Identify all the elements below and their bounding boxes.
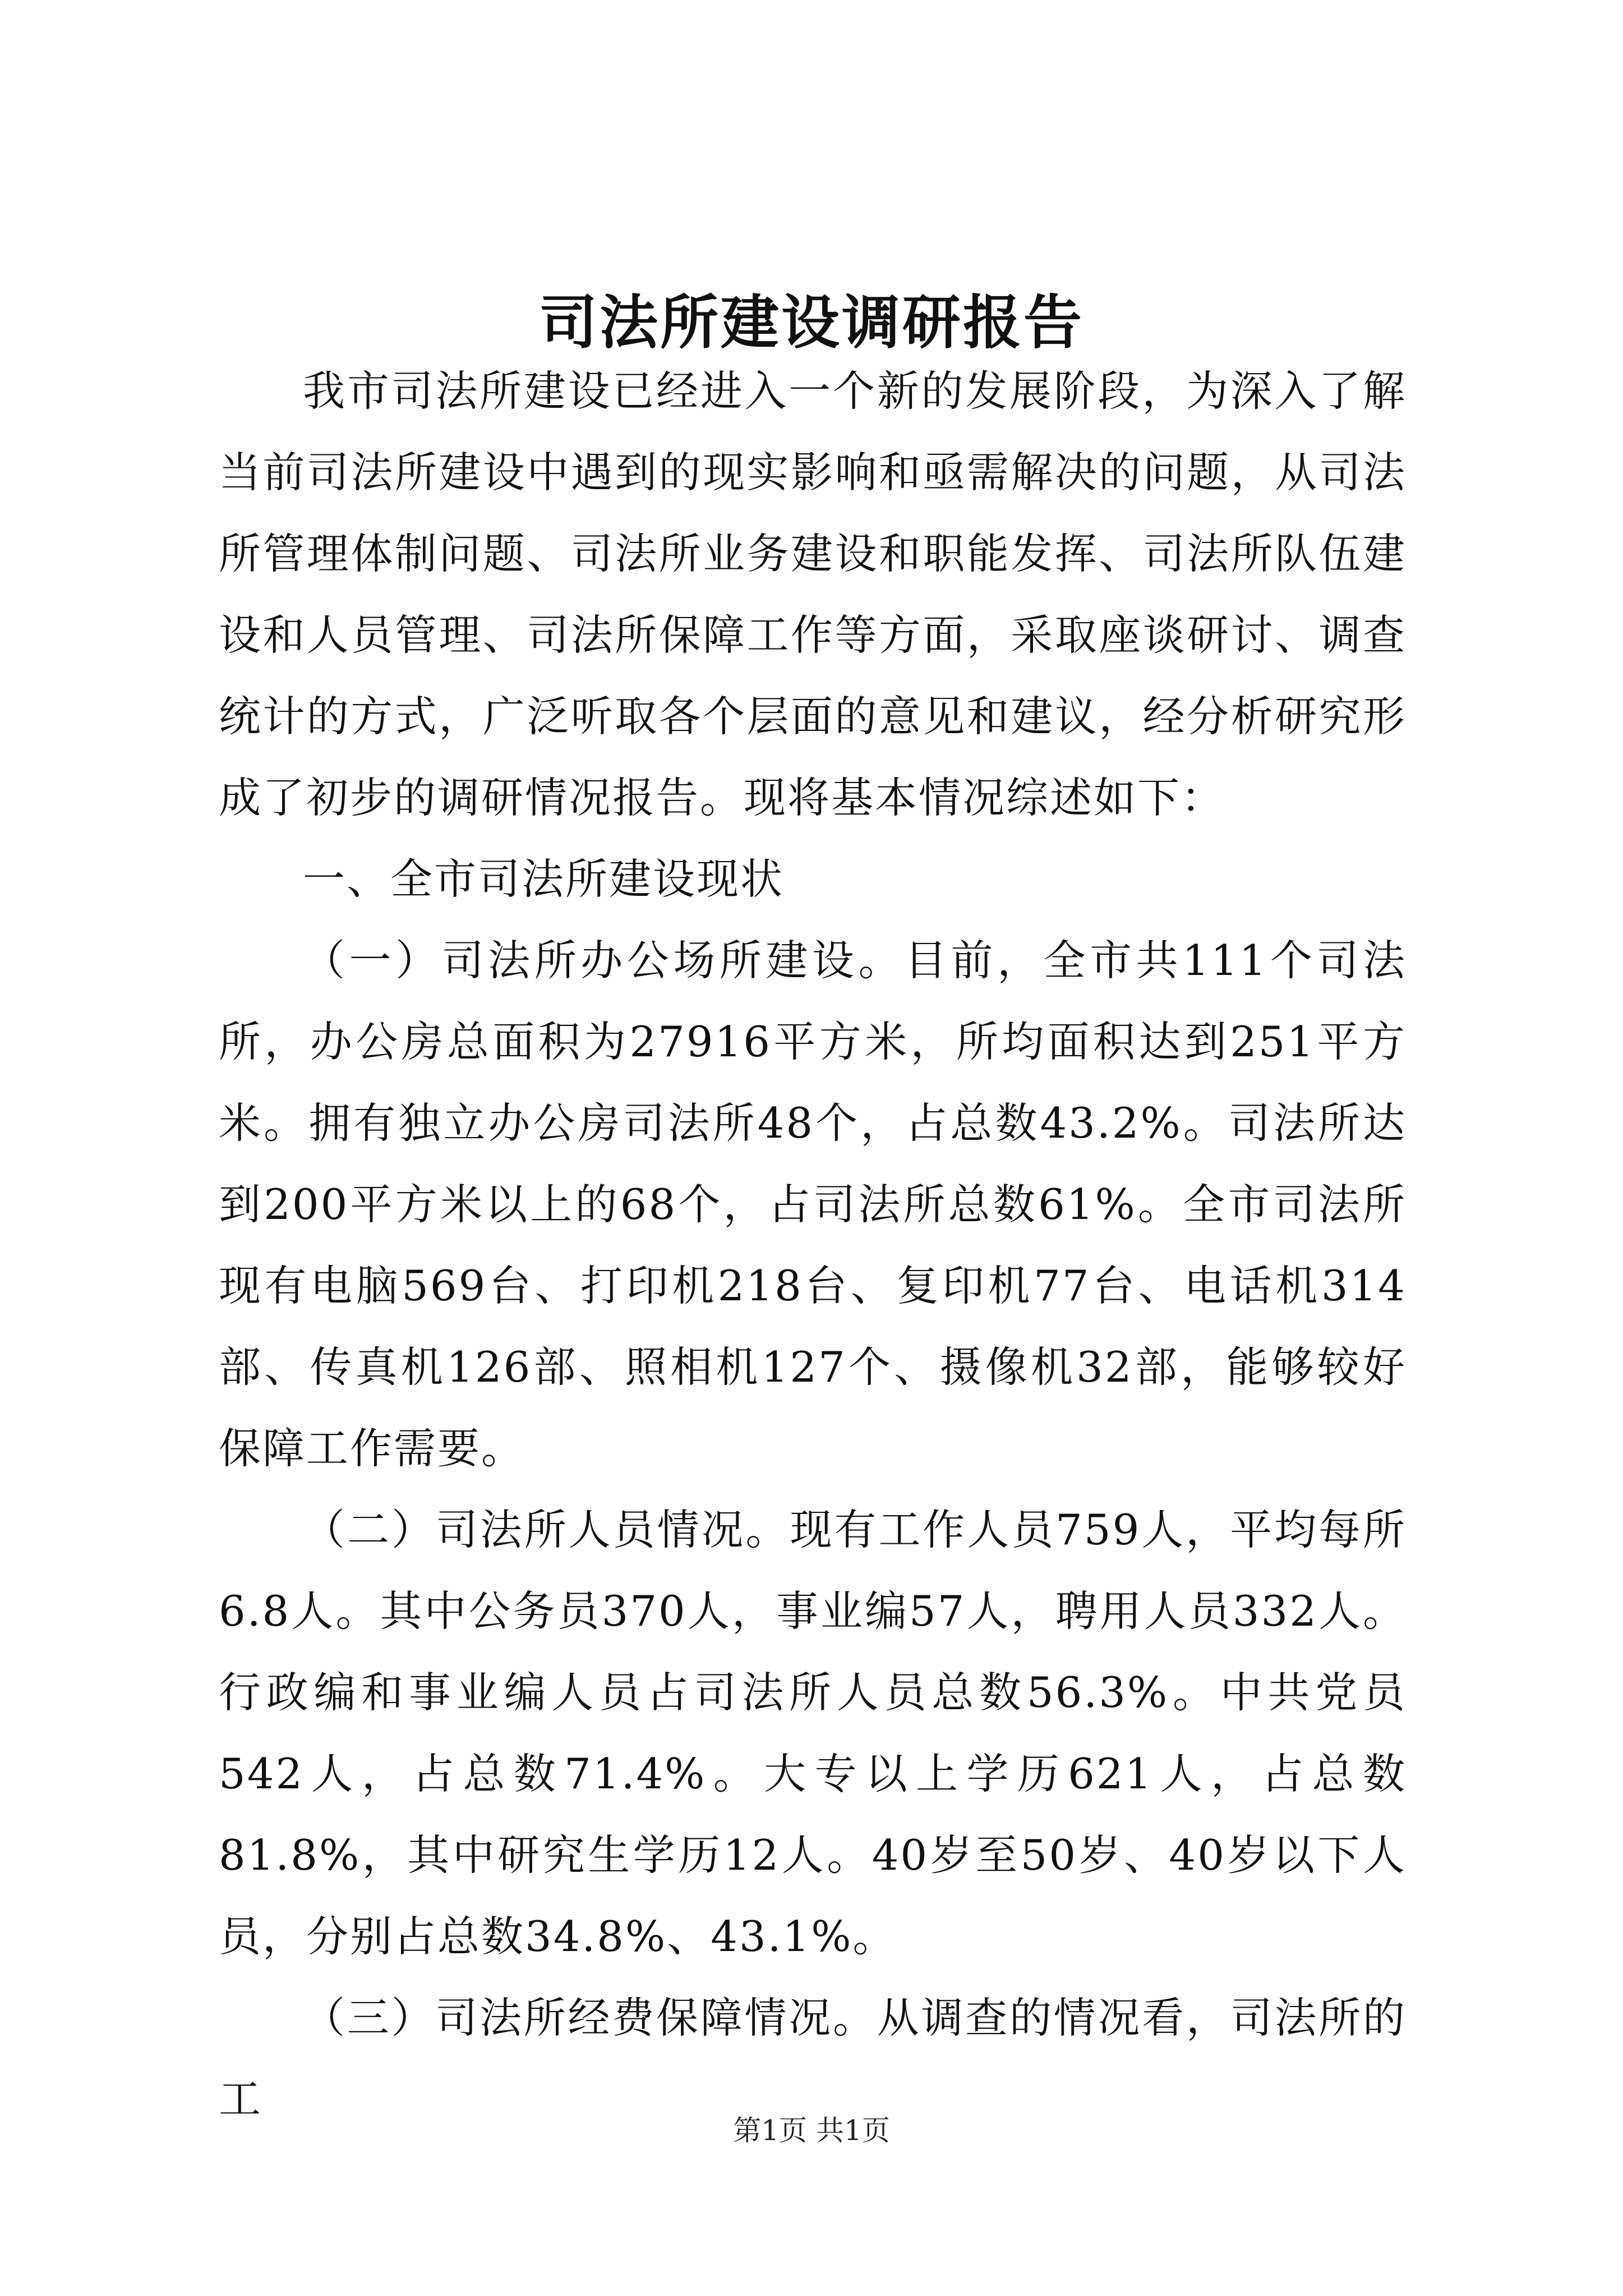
section-heading-1: 一、全市司法所建设现状 [303,854,785,904]
funding-paragraph: （三）司法所经费保障情况。从调查的情况看，司法所的工 [219,1993,1407,2124]
page-footer: 第1页 共1页 [733,2114,890,2147]
document-title: 司法所建设调研报告 [538,288,1084,357]
intro-paragraph: 我市司法所建设已经进入一个新的发展阶段，为深入了解当前司法所建设中遇到的现实影响和亟需解决的问题，从司法所管理体制问题、司法所业务建设和职能发挥、司法所队伍建设和人员管理、司法所保障工作等方面，采取座谈研讨、调查统计的方式，广泛听取各个层面的意见和建议，经分析研究形成了初步的调研情况报告。现将基本情况综述如下： [219,366,1407,822]
document-body [219,351,1407,2140]
personnel-paragraph: （二）司法所人员情况。现有工作人员759人，平均每所6.8人。其中公务员370人，事业编57人，聘用人员332人。行政编和事业编人员占司法所人员总数56.3%。中共党员542人，占总数71.4%。大专以上学历621人，占总数81.8%，其中研究生学历12人。40岁至50岁、40岁以下人员，分别占总数34.8%、43.1%。 [219,1505,1407,1961]
office-construction-paragraph: （一）司法所办公场所建设。目前，全市共111个司法所，办公房总面积为27916平方米，所均面积达到251平方米。拥有独立办公房司法所48个，占总数43.2%。司法所达到200平方米以上的68个，占司法所总数61%。全市司法所现有电脑569台、打印机218台、复印机77台、电话机314部、传真机126部、照相机127个、摄像机32部，能够较好保障工作需要。 [219,936,1407,1473]
